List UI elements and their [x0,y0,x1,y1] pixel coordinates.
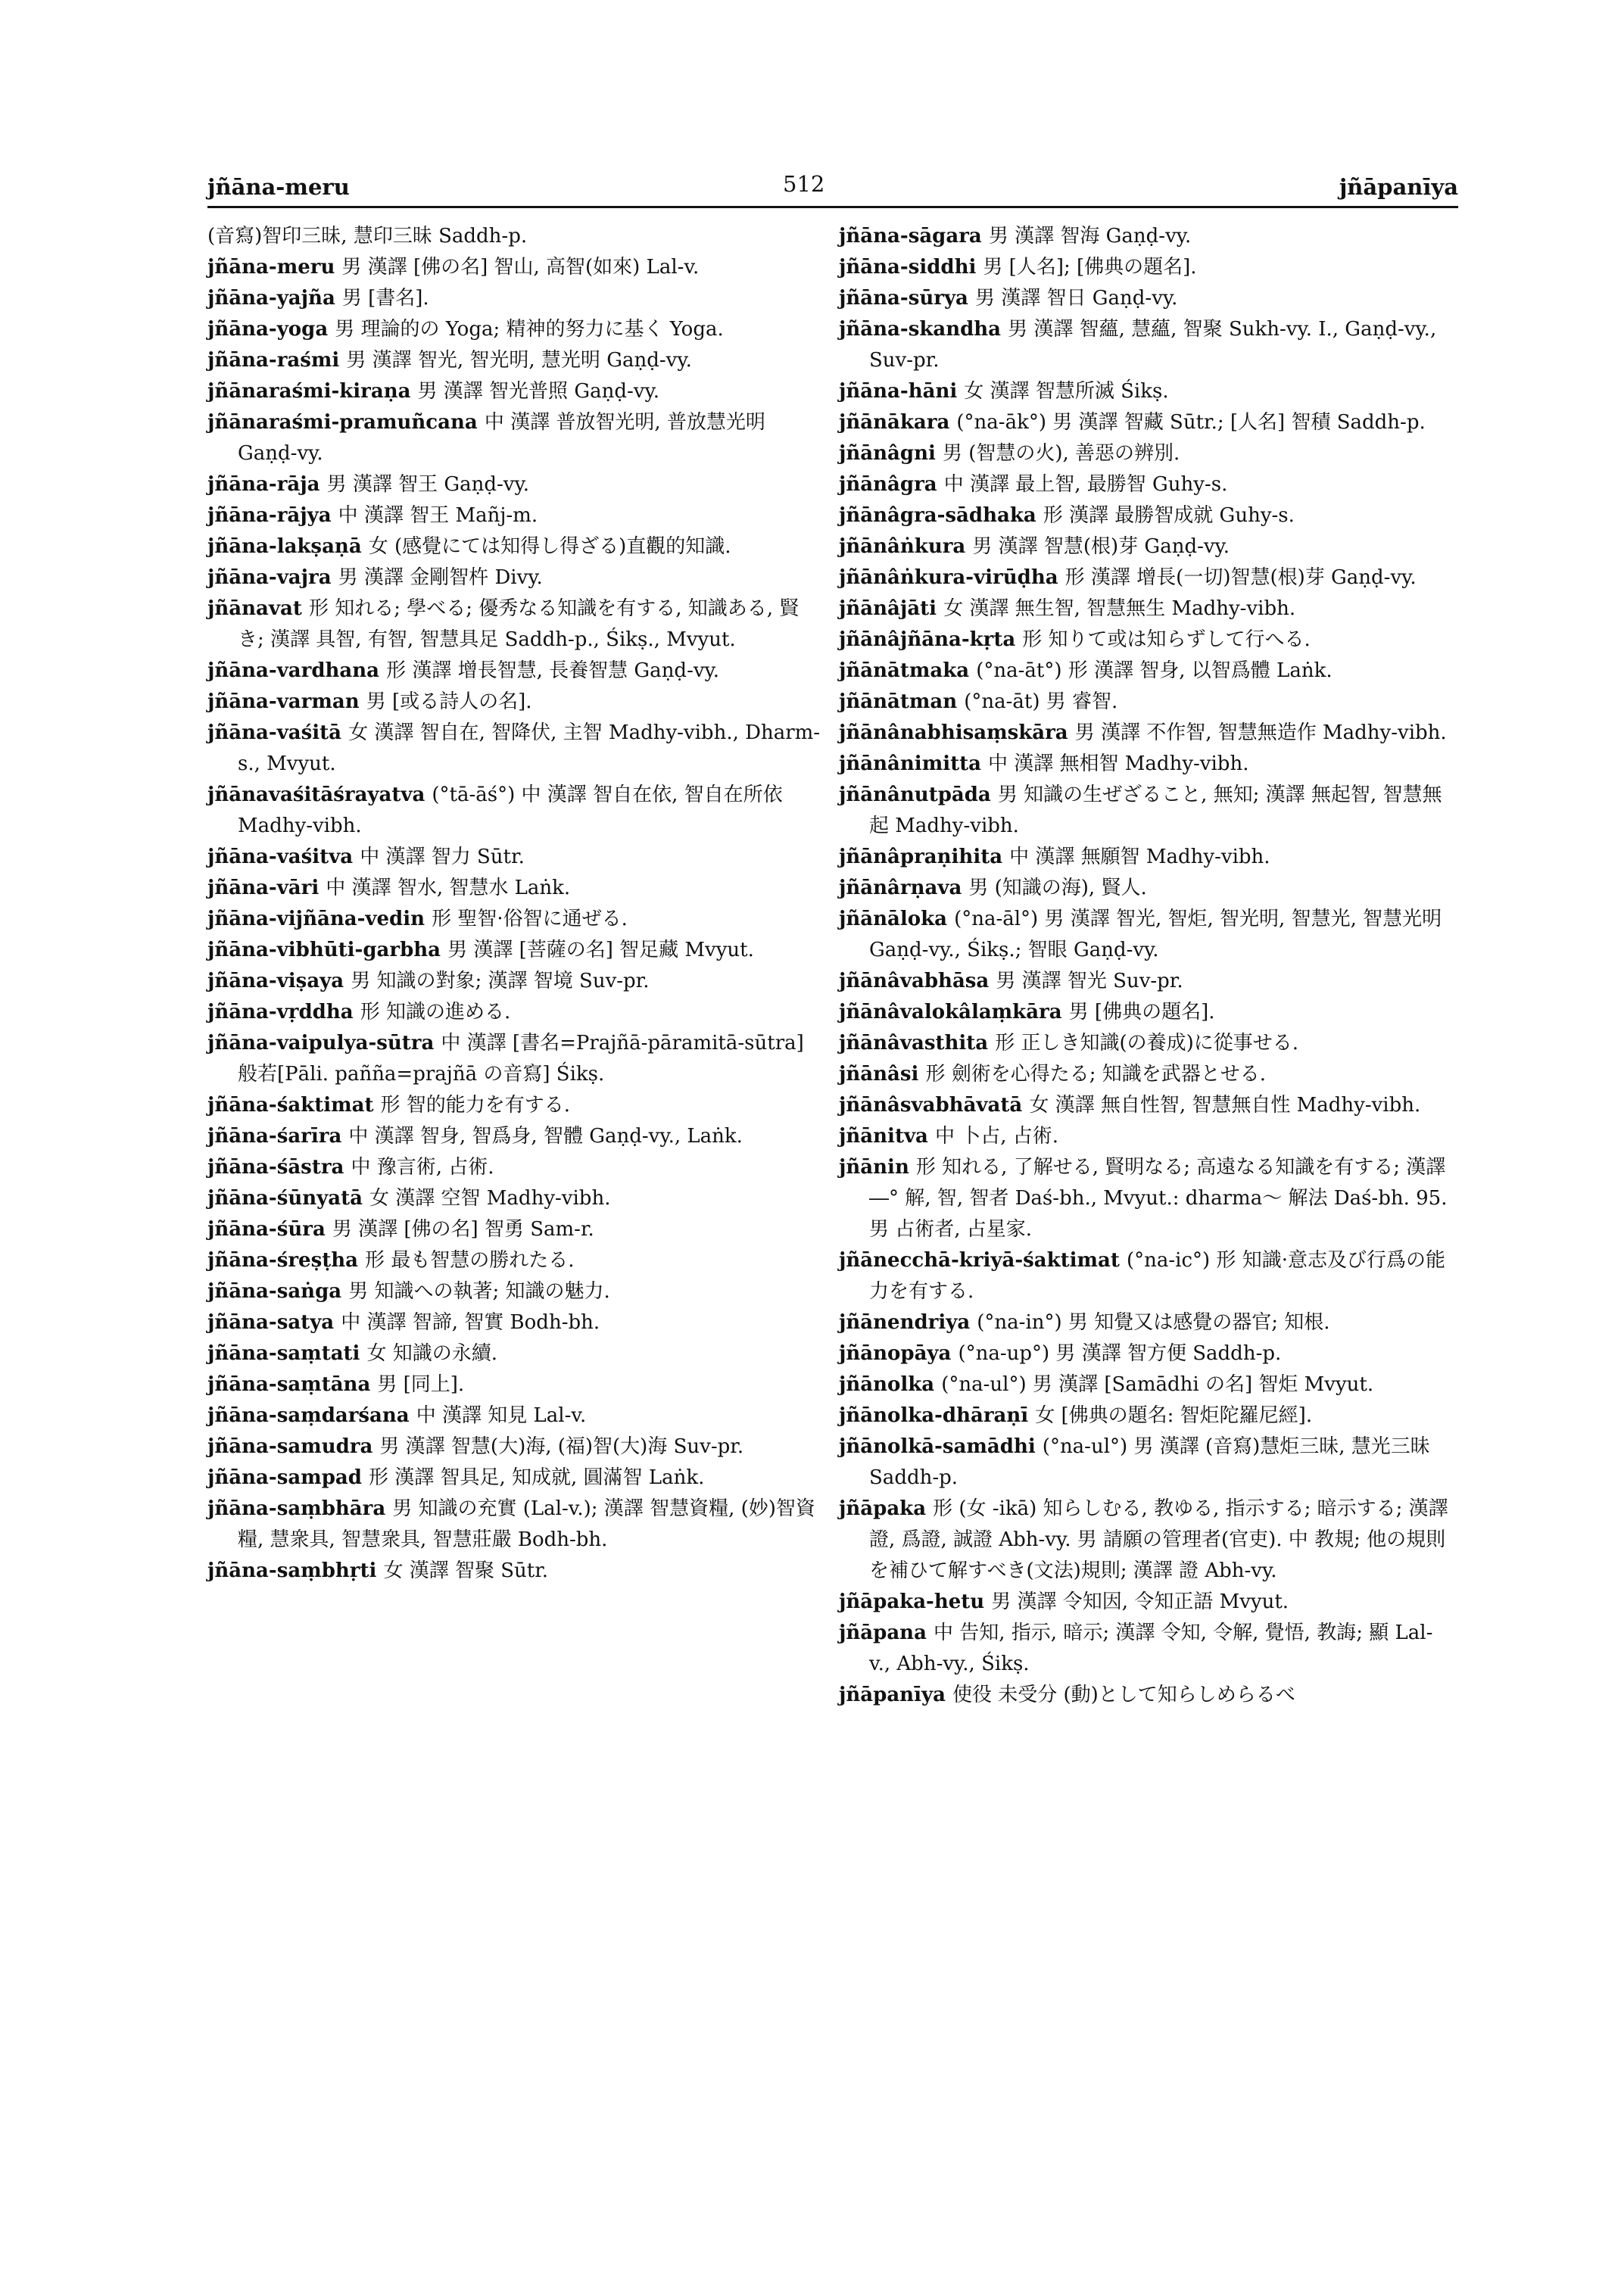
entry-definition: 形 知識の進める. [360,1001,511,1023]
dictionary-entry [207,904,822,935]
entry-definition: 形 知れる, 了解せる, 賢明なる; 高遠なる知識を有する; 漢譯 ―° 解, 智, 智者 Daś-bh., Mvyut.: dharma〜 解法 Daś-bh. 95. 男 占術者, 占星家. [869,1156,1448,1241]
entry-headword: jñāna-satya [207,1311,335,1334]
entry-definition: 形 智的能力を有する. [380,1094,571,1117]
entry-headword: jñānātmaka [839,659,970,682]
dictionary-entry [839,1400,1454,1432]
dictionary-entry [207,966,822,997]
entry-headword: jñānâgni [839,442,936,465]
dictionary-entry [207,1276,822,1307]
entry-definition: 中 漢譯 無願智 Madhy-vibh. [1009,846,1270,868]
running-head-right: jñāpanīya [1339,174,1458,200]
dictionary-entry [839,594,1454,625]
dictionary-entry [839,562,1454,594]
entry-definition: 形 漢譯 增長(一切)智慧(根)芽 Gaṇḍ-vy. [1064,566,1417,589]
dictionary-entry [207,407,822,469]
dictionary-entry [207,935,822,966]
entry-headword: jñāna-lakṣaṇā [207,535,362,558]
entry-headword: jñāna-vajra [207,566,332,589]
entry-headword: jñānavaśitāśrayatva [207,784,425,806]
entry-definition: 形 正しき知識(の養成)に從事せる. [995,1032,1299,1055]
entry-headword: jñāna-vaśitā [207,721,342,744]
entry-headword: jñānârṇava [839,877,962,899]
dictionary-entry [207,718,822,780]
entry-definition: 男 漢譯 智慧(根)芽 Gaṇḍ-vy. [972,535,1230,558]
entry-definition: 中 漢譯 知見 Lal-v. [416,1404,587,1427]
entry-definition: 男 [佛典の題名]. [1068,1001,1215,1023]
dictionary-entry [207,1245,822,1276]
entry-headword: jñāna-vaśitva [207,846,354,868]
entry-headword: jñāna-siddhi [839,256,977,279]
entry-headword: jñāna-sāgara [839,225,982,248]
dictionary-entry [839,1028,1454,1059]
dictionary-entry [207,562,822,594]
dictionary-entry [839,625,1454,656]
dictionary-entry [839,687,1454,718]
dictionary-entry [207,1556,822,1587]
dictionary-entry [839,1369,1454,1400]
entry-headword: jñānaraśmi-pramuñcana [207,411,478,434]
dictionary-entry [207,687,822,718]
entry-definition: 男 漢譯 [佛の名] 智山, 高智(如來) Lal-v. [341,256,700,279]
dictionary-entry [839,1307,1454,1338]
entry-headword: jñāna-vaipulya-sūtra [207,1032,435,1055]
dictionary-entry [207,1183,822,1214]
dictionary-entry [839,656,1454,687]
left-column [207,221,822,1587]
entry-headword: jñāna-yajña [207,287,335,310]
entry-definition: 中 卜占, 占術. [934,1125,1059,1148]
entry-headword: jñānolkā-samādhi [839,1435,1036,1458]
entry-headword: jñāpanīya [839,1684,946,1706]
entry-headword: jñāna-varman [207,690,360,713]
entry-headword: jñānolka [839,1373,935,1396]
dictionary-entry [207,1090,822,1121]
entry-definition: (°na-ul°) 男 漢譯 [Samādhi の名] 智炬 Mvyut. [941,1373,1374,1396]
entry-definition: (°na-ul°) 男 漢譯 (音寫)慧炬三昧, 慧光三昧 Saddh-p. [869,1435,1430,1489]
entry-headword: jñāna-rāja [207,473,320,496]
entry-definition: 男 知識の充實 (Lal-v.); 漢譯 智慧資糧, (妙)智資糧, 慧衆具, 智慧衆具, 智慧莊嚴 Bodh-bh. [238,1497,815,1551]
entry-definition: (°na-āl°) 男 漢譯 智光, 智炬, 智光明, 智慧光, 智慧光明 Gaṇḍ-vy., Śikṣ.; 智眼 Gaṇḍ-vy. [869,908,1442,961]
entry-headword: jñānâsvabhāvatā [839,1094,1023,1117]
dictionary-entry [839,842,1454,873]
entry-definition: 中 漢譯 智水, 智慧水 Laṅk. [326,877,571,899]
dictionary-entry [207,314,822,345]
dictionary-entry [839,749,1454,780]
entry-headword: jñānâpraṇihita [839,846,1003,868]
entry-definition: 形 知りて或は知らずして行へる. [1022,628,1311,651]
dictionary-entry [839,1338,1454,1369]
entry-headword: jñāna-saṃbhṛti [207,1559,377,1582]
entry-definition: (°na-āt°) 形 漢譯 智身, 以智爲體 Laṅk. [976,659,1333,682]
entry-definition: 女 漢譯 智聚 Sūtr. [383,1559,549,1582]
entry-definition: 形 聖智·俗智に通ぜる. [432,908,628,930]
entry-definition: 形 (女 -ikā) 知らしむる, 教ゆる, 指示する; 暗示する; 漢譯 證, 爲證, 誠證 Abh-vy. 男 請願の管理者(官吏). 中 教規; 他の規則を補ひて解すべき(文法)規則; 漢譯 證 Abh-vy. [869,1497,1448,1582]
entry-headword: jñānavat [207,597,302,620]
entry-definition: 中 豫言術, 占術. [351,1156,494,1179]
entry-headword: jñānâvasthita [839,1032,989,1055]
entry-headword: jñānânimitta [839,752,981,775]
entry-headword: jñāna-sampad [207,1466,362,1489]
dictionary-entry [207,1028,822,1090]
entry-headword: jñānâjāti [839,597,937,620]
dictionary-entry [839,1059,1454,1090]
entry-definition: 形 劍術を心得たる; 知識を武器とせる. [925,1063,1267,1086]
dictionary-entry [839,1090,1454,1121]
entry-definition: (°tā-āś°) 中 漢譯 智自在依, 智自在所依 Madhy-vibh. [238,784,783,837]
entry-definition: 男 漢譯 智光普照 Gaṇḍ-vy. [417,380,659,403]
entry-definition: 形 漢譯 最勝智成就 Guhy-s. [1043,504,1295,527]
entry-headword: jñānâvalokâlaṃkāra [839,1001,1062,1023]
dictionary-entry [839,1494,1454,1587]
entry-definition: 男 漢譯 [菩薩の名] 智足藏 Mvyut. [447,939,754,961]
entry-headword: jñāna-śūra [207,1218,326,1241]
running-head-left: jñāna-meru [207,174,350,200]
entry-definition: 中 漢譯 最上智, 最勝智 Guhy-s. [943,473,1228,496]
dictionary-entry [207,345,822,376]
dictionary-entry [839,780,1454,842]
entry-headword: jñānolka-dhāraṇī [839,1404,1029,1427]
dictionary-entry [839,997,1454,1028]
entry-headword: jñānânabhisaṃskāra [839,721,1068,744]
entry-definition: 女 (感覺にては知得し得ざる)直觀的知識. [368,535,731,558]
entry-headword: jñānin [839,1156,909,1179]
entry-definition: 形 漢譯 增長智慧, 長養智慧 Gaṇḍ-vy. [386,659,720,682]
entry-headword: jñānâgra-sādhaka [839,504,1036,527]
dictionary-entry [207,594,822,656]
dictionary-entry [839,438,1454,469]
entry-definition: 形 漢譯 智具足, 知成就, 圓滿智 Laṅk. [368,1466,705,1489]
entry-definition: 女 漢譯 智慧所滅 Śikṣ. [964,380,1169,403]
entry-definition: 男 [人名]; [佛典の題名]. [983,256,1197,279]
entry-headword: jñānākara [839,411,950,434]
entry-headword: jñānaraśmi-kiraṇa [207,380,411,403]
dictionary-entry [839,376,1454,407]
entry-definition: 使役 未受分 (動)として知らしめらるべ [952,1684,1295,1706]
entry-headword: jñāna-saṅga [207,1280,342,1303]
entry-headword: jñānecchā-kriyā-śaktimat [839,1249,1120,1272]
entry-headword: jñānopāya [839,1342,952,1365]
entry-definition: 女 漢譯 無自性智, 智慧無自性 Madhy-vibh. [1029,1094,1421,1117]
entry-definition: (°na-āt) 男 睿智. [964,690,1118,713]
dictionary-entry [839,221,1454,252]
entry-headword: jñāna-saṃtati [207,1342,360,1365]
dictionary-entry [207,500,822,531]
entry-definition: 女 [佛典の題名: 智炬陀羅尼經]. [1035,1404,1313,1427]
entry-headword: jñāna-vāri [207,877,320,899]
entry-definition: 男 漢譯 不作智, 智慧無造作 Madhy-vibh. [1074,721,1447,744]
dictionary-entry [207,1307,822,1338]
dictionary-entry [207,1121,822,1152]
dictionary-entry [839,469,1454,500]
entry-definition: 男 漢譯 智蘊, 慧蘊, 智聚 Sukh-vy. I., Gaṇḍ-vy., Suv-pr. [869,318,1437,372]
dictionary-entry [839,283,1454,314]
dictionary-entry [207,252,822,283]
entry-definition: 形 知れる; 學べる; 優秀なる知識を有する, 知識ある, 賢き; 漢譯 具智, 有智, 智慧具足 Saddh-p., Śikṣ., Mvyut. [238,597,800,651]
entry-headword: jñānâṅkura-virūḍha [839,566,1058,589]
entry-definition: 中 漢譯 普放智光明, 普放慧光明 Gaṇḍ-vy. [238,411,765,465]
dictionary-entry [839,873,1454,904]
dictionary-entry [207,376,822,407]
dictionary-entry [839,531,1454,562]
entry-headword: jñāna-saṃtāna [207,1373,371,1396]
dictionary-entry [207,1369,822,1400]
dictionary-entry [207,283,822,314]
entry-headword: jñāna-vardhana [207,659,380,682]
page-number: 512 [783,171,825,197]
entry-headword: jñāna-saṃbhāra [207,1497,386,1520]
dictionary-entry [207,1494,822,1556]
entry-headword: jñāna-rājya [207,504,332,527]
entry-definition: 男 [同上]. [377,1373,465,1396]
entry-definition: 男 知識への執著; 知識の魅力. [348,1280,610,1303]
entry-definition: (°na-āk°) 男 漢譯 智藏 Sūtr.; [人名] 智積 Saddh-p. [956,411,1426,434]
dictionary-entry [839,966,1454,997]
entry-definition: 中 漢譯 智諦, 智實 Bodh-bh. [341,1311,600,1334]
entry-headword: jñāpaka [839,1497,927,1520]
dictionary-entry [207,873,822,904]
entry-headword: jñāna-saṃdarśana [207,1404,410,1427]
entry-definition: (°na-ic°) 形 知識·意志及び行爲の能力を有する. [869,1249,1445,1303]
entry-headword: jñāna-skandha [839,318,1002,341]
entry-definition: 女 知識の永續. [366,1342,498,1365]
dictionary-entry [839,500,1454,531]
entry-headword: jñānendriya [839,1311,971,1334]
entry-definition: 男 知識の生ぜざること, 無知; 漢譯 無起智, 智慧無起 Madhy-vibh. [869,784,1442,837]
entry-definition: 男 [或る詩人の名]. [366,690,532,713]
entry-definition: 男 漢譯 智光 Suv-pr. [996,970,1183,992]
header-rule [207,206,1458,208]
entry-definition: 男 漢譯 智日 Gaṇḍ-vy. [974,287,1178,310]
dictionary-entry [839,1245,1454,1307]
dictionary-entry [207,1152,822,1183]
entry-definition: 男 (知識の海), 賢人. [968,877,1147,899]
entry-headword: jñāna-samudra [207,1435,373,1458]
entry-definition: 男 知識の對象; 漢譯 智境 Suv-pr. [351,970,650,992]
entry-headword: jñāna-hāni [839,380,958,403]
dictionary-entry [839,252,1454,283]
entry-headword: jñāpaka-hetu [839,1590,985,1613]
dictionary-entry [839,314,1454,376]
entry-headword: jñānātman [839,690,958,713]
entry-headword: jñānāloka [839,908,947,930]
dictionary-entry [207,1432,822,1463]
dictionary-entry [839,1680,1454,1711]
entry-headword: jñānânutpāda [839,784,991,806]
dictionary-entry [839,1432,1454,1494]
entry-headword: jñānâjñāna-kṛta [839,628,1016,651]
entry-headword: jñānâsi [839,1063,919,1086]
entry-headword: jñāna-vṛddha [207,1001,354,1023]
dictionary-entry [207,842,822,873]
dictionary-entry [839,1152,1454,1245]
entry-headword: jñāna-vibhūti-garbha [207,939,441,961]
entry-definition: 中 漢譯 智力 Sūtr. [360,846,525,868]
entry-definition: 形 最も智慧の勝れたる. [365,1249,575,1272]
entry-definition: 中 漢譯 智身, 智爲身, 智體 Gaṇḍ-vy., Laṅk. [348,1125,743,1148]
entry-headword: jñāna-sūrya [839,287,968,310]
entry-definition: 中 漢譯 [書名=Prajñā-pāramitā-sūtra]般若[Pāli. pañña=prajñā の音寫] Śikṣ. [238,1032,804,1086]
dictionary-entry [207,1214,822,1245]
entry-definition: 中 告知, 指示, 暗示; 漢譯 令知, 令解, 覺悟, 教誨; 顯 Lal-v., Abh-vy., Śikṣ. [869,1622,1433,1675]
page-header [207,168,1458,206]
entry-definition: 女 漢譯 智自在, 智降伏, 主智 Madhy-vibh., Dharm-s., Mvyut. [238,721,821,775]
entry-headword: jñānâvabhāsa [839,970,990,992]
dictionary-entry [207,1400,822,1432]
entry-definition: 男 漢譯 令知因, 令知正語 Mvyut. [991,1590,1289,1613]
entry-definition: (音寫)智印三昧, 慧印三昧 Saddh-p. [207,225,528,248]
dictionary-entry [839,718,1454,749]
entry-definition: 男 理論的の Yoga; 精神的努力に基く Yoga. [335,318,724,341]
dictionary-entry [207,780,822,842]
entry-headword: jñānitva [839,1125,928,1148]
entry-definition: 男 (智慧の火), 善惡の辨別. [942,442,1180,465]
entry-headword: jñāna-śaktimat [207,1094,374,1117]
entry-headword: jñānâgra [839,473,937,496]
entry-definition: 女 漢譯 無生智, 智慧無生 Madhy-vibh. [943,597,1296,620]
dictionary-entry [839,904,1454,966]
entry-definition: 男 漢譯 智王 Gaṇḍ-vy. [326,473,529,496]
entry-headword: jñāna-viṣaya [207,970,344,992]
entry-headword: jñāna-śarīra [207,1125,342,1148]
entry-definition: 男 漢譯 智海 Gaṇḍ-vy. [988,225,1192,248]
entry-definition: 男 漢譯 [佛の名] 智勇 Sam-r. [332,1218,594,1241]
entry-headword: jñāna-yoga [207,318,329,341]
entry-headword: jñāpana [839,1622,927,1644]
dictionary-entry [839,1618,1454,1680]
entry-definition: 女 漢譯 空智 Madhy-vibh. [369,1187,611,1210]
right-column [839,221,1454,1711]
entry-headword: jñānâṅkura [839,535,966,558]
entry-headword: jñāna-raśmi [207,349,340,372]
dictionary-entry [839,1121,1454,1152]
dictionary-entry [839,407,1454,438]
entry-headword: jñāna-śreṣṭha [207,1249,358,1272]
entry-headword: jñāna-śāstra [207,1156,344,1179]
dictionary-entry [207,221,822,252]
dictionary-entry [207,997,822,1028]
dictionary-entry [839,1587,1454,1618]
dictionary-entry [207,469,822,500]
entry-headword: jñāna-vijñāna-vedin [207,908,425,930]
dictionary-entry [207,1463,822,1494]
entry-definition: (°na-in°) 男 知覺又は感覺の器官; 知根. [977,1311,1330,1334]
entry-definition: 男 漢譯 智慧(大)海, (福)智(大)海 Suv-pr. [379,1435,744,1458]
entry-definition: (°na-up°) 男 漢譯 智方便 Saddh-p. [958,1342,1282,1365]
entry-definition: 中 漢譯 無相智 Madhy-vibh. [988,752,1249,775]
entry-definition: 男 漢譯 金剛智杵 Divy. [338,566,543,589]
dictionary-entry [207,656,822,687]
dictionary-entry [207,531,822,562]
entry-definition: 中 漢譯 智王 Mañj-m. [338,504,538,527]
entry-headword: jñāna-śūnyatā [207,1187,363,1210]
entry-definition: 男 [書名]. [341,287,429,310]
entry-definition: 男 漢譯 智光, 智光明, 慧光明 Gaṇḍ-vy. [346,349,692,372]
entry-headword: jñāna-meru [207,256,335,279]
dictionary-entry [207,1338,822,1369]
